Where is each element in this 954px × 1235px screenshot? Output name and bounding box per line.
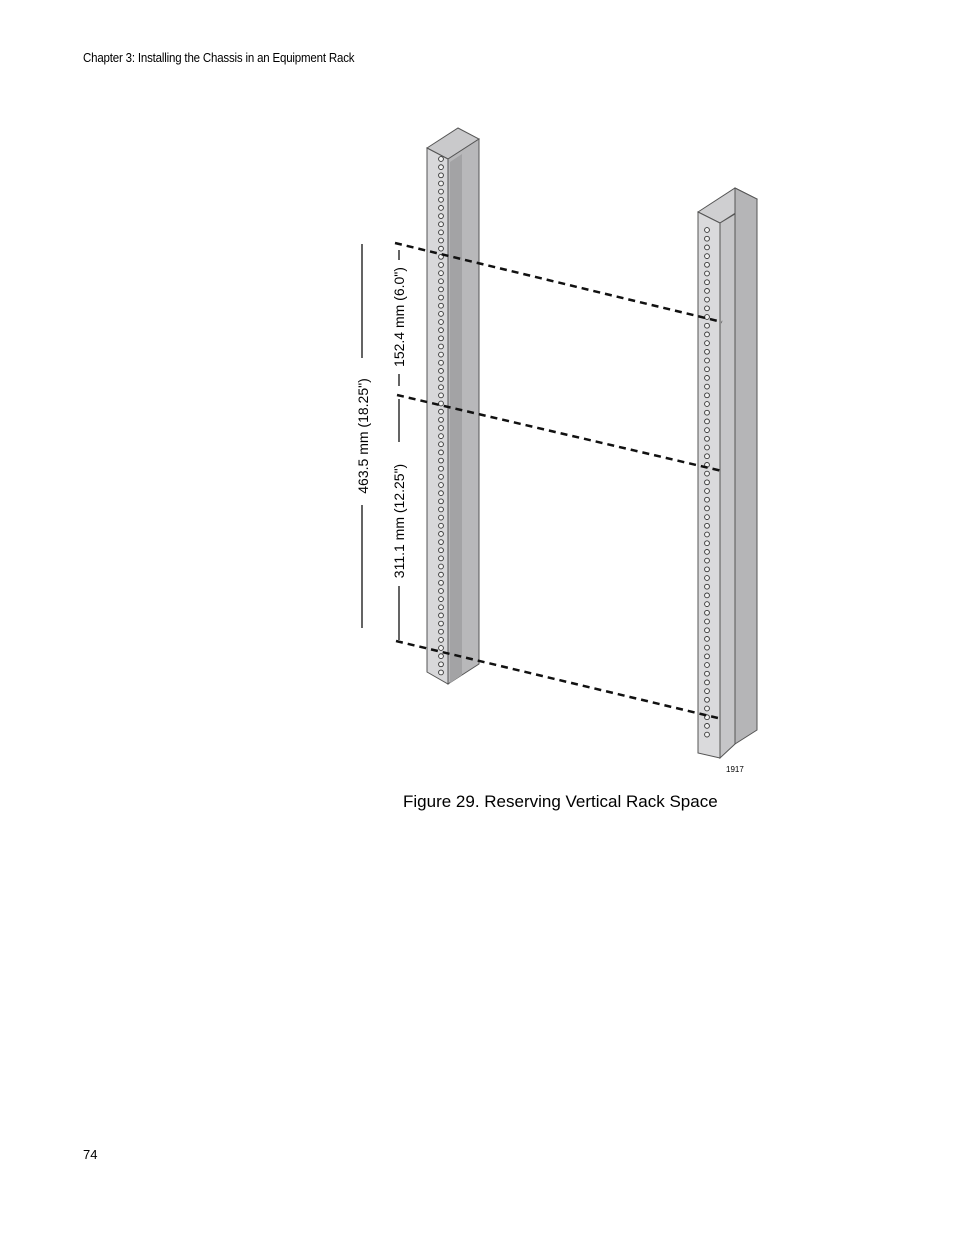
rail-hole xyxy=(439,654,444,659)
rail-hole xyxy=(439,491,444,496)
rail-hole xyxy=(705,628,710,633)
rail-hole xyxy=(705,610,710,615)
rail-hole xyxy=(439,613,444,618)
rail-hole xyxy=(705,724,710,729)
rail-hole xyxy=(439,328,444,333)
rail-hole xyxy=(705,637,710,642)
rail-hole xyxy=(439,523,444,528)
rail-hole xyxy=(439,580,444,585)
rail-hole xyxy=(705,254,710,259)
rail-hole xyxy=(439,629,444,634)
rail-hole xyxy=(439,532,444,537)
rail-hole xyxy=(439,295,444,300)
rail-hole xyxy=(439,246,444,251)
rail-hole xyxy=(705,236,710,241)
rail-hole xyxy=(705,428,710,433)
rail-hole xyxy=(705,402,710,407)
rail-hole xyxy=(705,245,710,250)
rail-hole xyxy=(439,189,444,194)
rail-hole xyxy=(705,689,710,694)
rail-hole xyxy=(439,344,444,349)
rail-hole xyxy=(705,489,710,494)
rail-hole xyxy=(705,384,710,389)
rail-hole xyxy=(705,262,710,267)
rail-hole xyxy=(439,393,444,398)
rail-hole xyxy=(705,697,710,702)
rail-hole xyxy=(705,358,710,363)
running-header: Chapter 3: Installing the Chassis in an Equipment Rack xyxy=(83,51,355,65)
rail-hole xyxy=(705,602,710,607)
rail-hole xyxy=(705,584,710,589)
lower-dimension-label: 311.1 mm (12.25") xyxy=(391,463,407,579)
rail-hole xyxy=(705,289,710,294)
figure-caption: Figure 29. Reserving Vertical Rack Space xyxy=(403,792,718,811)
rail-hole xyxy=(439,157,444,162)
rail-hole xyxy=(705,341,710,346)
rail-hole xyxy=(439,417,444,422)
rail-hole xyxy=(439,214,444,219)
rail-hole xyxy=(705,619,710,624)
rail-hole xyxy=(705,297,710,302)
upper-dimension-label: 152.4 mm (6.0") xyxy=(391,267,407,367)
rail-hole xyxy=(705,315,710,320)
rail-hole xyxy=(705,376,710,381)
rail-hole xyxy=(439,442,444,447)
rail-hole xyxy=(439,670,444,675)
rail-hole xyxy=(705,332,710,337)
rail-hole xyxy=(439,450,444,455)
rail-hole xyxy=(439,369,444,374)
rail-hole xyxy=(705,706,710,711)
rail-hole xyxy=(439,173,444,178)
rail-hole xyxy=(705,515,710,520)
rail-hole xyxy=(439,662,444,667)
rail-hole xyxy=(705,497,710,502)
rail-hole xyxy=(439,271,444,276)
rail-hole xyxy=(705,576,710,581)
rail-hole xyxy=(705,645,710,650)
rail-hole xyxy=(439,352,444,357)
rack-space-figure xyxy=(300,110,780,790)
rail-hole xyxy=(705,532,710,537)
rail-hole xyxy=(439,458,444,463)
rail-hole xyxy=(705,349,710,354)
rail-hole xyxy=(439,474,444,479)
rail-hole xyxy=(705,454,710,459)
rail-hole xyxy=(439,515,444,520)
rail-hole xyxy=(705,541,710,546)
rail-hole xyxy=(705,323,710,328)
rail-hole xyxy=(705,671,710,676)
rail-hole xyxy=(439,540,444,545)
rail-hole xyxy=(439,621,444,626)
rail-hole xyxy=(439,409,444,414)
rail-hole xyxy=(705,367,710,372)
left-rail xyxy=(427,128,479,684)
rail-hole xyxy=(439,263,444,268)
rail-hole xyxy=(705,567,710,572)
rail-hole xyxy=(439,238,444,243)
rail-hole xyxy=(705,280,710,285)
rail-hole xyxy=(705,393,710,398)
rail-hole xyxy=(705,663,710,668)
rail-hole xyxy=(439,287,444,292)
rail-hole xyxy=(439,434,444,439)
rail-hole xyxy=(705,593,710,598)
rail-hole xyxy=(439,197,444,202)
rail-hole xyxy=(439,572,444,577)
rail-hole xyxy=(439,597,444,602)
rail-hole xyxy=(439,548,444,553)
rail-hole xyxy=(705,480,710,485)
rail-hole xyxy=(439,320,444,325)
rail-hole xyxy=(439,466,444,471)
rail-hole xyxy=(705,436,710,441)
rail-hole xyxy=(439,181,444,186)
rail-hole xyxy=(439,206,444,211)
rail-hole xyxy=(439,589,444,594)
rail-hole xyxy=(439,279,444,284)
rail-hole xyxy=(705,523,710,528)
rail-hole xyxy=(439,426,444,431)
rail-hole xyxy=(705,410,710,415)
rail-hole xyxy=(439,360,444,365)
rail-hole xyxy=(439,556,444,561)
right-rail xyxy=(698,188,757,758)
rail-hole xyxy=(439,336,444,341)
rail-hole xyxy=(705,271,710,276)
rail-hole xyxy=(439,564,444,569)
rail-hole xyxy=(439,385,444,390)
rail-hole xyxy=(439,377,444,382)
rail-hole xyxy=(439,637,444,642)
rail-hole xyxy=(439,230,444,235)
rail-hole xyxy=(705,732,710,737)
overall-dimension-label: 463.5 mm (18.25") xyxy=(355,378,371,494)
rail-hole xyxy=(705,306,710,311)
rail-hole xyxy=(705,419,710,424)
rail-hole xyxy=(705,680,710,685)
rail-hole xyxy=(439,401,444,406)
rail-hole xyxy=(705,506,710,511)
rail-hole xyxy=(705,445,710,450)
rail-hole xyxy=(439,646,444,651)
rail-hole xyxy=(705,550,710,555)
rail-hole xyxy=(705,228,710,233)
page-number: 74 xyxy=(83,1147,98,1162)
rail-hole xyxy=(705,558,710,563)
rail-hole xyxy=(439,499,444,504)
rail-hole xyxy=(439,483,444,488)
rail-hole xyxy=(439,605,444,610)
rail-hole xyxy=(705,654,710,659)
rail-hole xyxy=(439,303,444,308)
rail-hole xyxy=(439,311,444,316)
rail-hole xyxy=(439,507,444,512)
rail-hole xyxy=(439,222,444,227)
art-id-label: 1917 xyxy=(726,765,744,774)
rack-rails-illustration xyxy=(300,110,780,790)
rail-hole xyxy=(439,165,444,170)
rail-hole xyxy=(705,471,710,476)
